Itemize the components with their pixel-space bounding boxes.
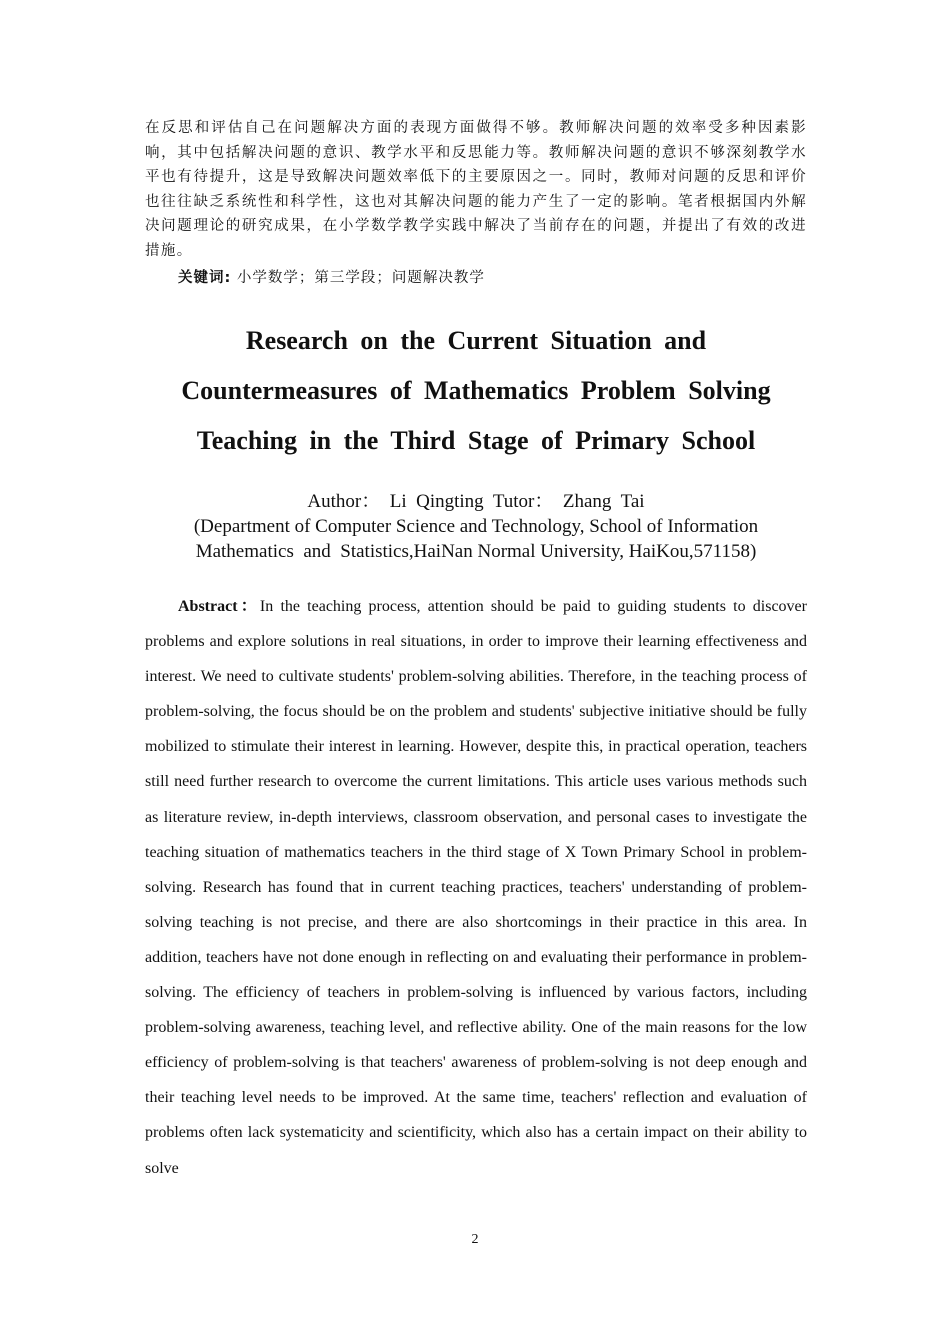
page-number: 2: [471, 1232, 479, 1247]
chinese-abstract-continuation: [145, 116, 807, 264]
chinese-keywords: [178, 266, 485, 290]
chinese-keywords-label: 关键词:: [178, 270, 232, 286]
chinese-keywords-text: 小学数学；第三学段；问题解决教学: [231, 270, 485, 286]
author-line: Author： Li Qingting Tutor： Zhang Tai: [307, 491, 645, 512]
affiliation-line-2: Mathematics and Statistics,HaiNan Normal University, HaiKou,571158): [195, 540, 757, 562]
english-abstract-label: Abstract：: [178, 598, 260, 615]
english-abstract-text: In the teaching process, attention should be paid to guiding students to discover problems and explore solutions in real situations, in order to improve their learning effectiveness and interest. We need to cultivate students' problem-solving abilities. Therefore, in the teaching process of problem-solving, the focus should be on the problem and students' subjective initiative should be fully mobilized to stimulate their interest in learning. However, despite this, in practical operation, teachers still need further research to overcome the current limitations. This article uses various methods such as literature review, in-depth interviews, classroom observation, and personal cases to investigate the teaching situation of mathematics teachers in the third stage of X Town Primary School in problem-solving. Research has found that in current teaching practices, teachers' understanding of problem-solving teaching is not precise, and there are also shortcomings in their practice in this area. In addition, teachers have not done enough in reflecting on and evaluating their performance in problem-solving. The efficiency of teachers in problem-solving is influenced by various factors, including problem-solving awareness, teaching level, and reflective ability. One of the main reasons for the low efficiency of problem-solving is that teachers' awareness of problem-solving is not deep enough and their teaching level needs to be improved. At the same time, teachers' reflection and evaluation of problems often lack systematicity and scientificity, which also has a certain impact on their ability to solve: [145, 598, 807, 1177]
english-abstract: [145, 589, 807, 1186]
affiliation-line-1: (Department of Computer Science and Technology, School of Information: [193, 516, 759, 537]
english-title: Research on the Current Situation and Countermeasures of Mathematics Problem Solving Teaching in the Third Stage of Primary School: [181, 326, 771, 455]
chinese-abstract-text: 在反思和评估自己在问题解决方面的表现方面做得不够。教师解决问题的效率受多种因素影响，其中包括解决问题的意识、教学水平和反思能力等。教师解决问题的意识不够深刻教学水平也有待提升，这是导致解决问题效率低下的主要原因之一。同时，教师对问题的反思和评价也往往缺乏系统性和科学性，这也对其解决问题的能力产生了一定的影响。笔者根据国内外解决问题理论的研究成果，在小学数学教学实践中解决了当前存在的问题，并提出了有效的改进措施。: [145, 120, 807, 259]
affiliation: [145, 515, 807, 564]
